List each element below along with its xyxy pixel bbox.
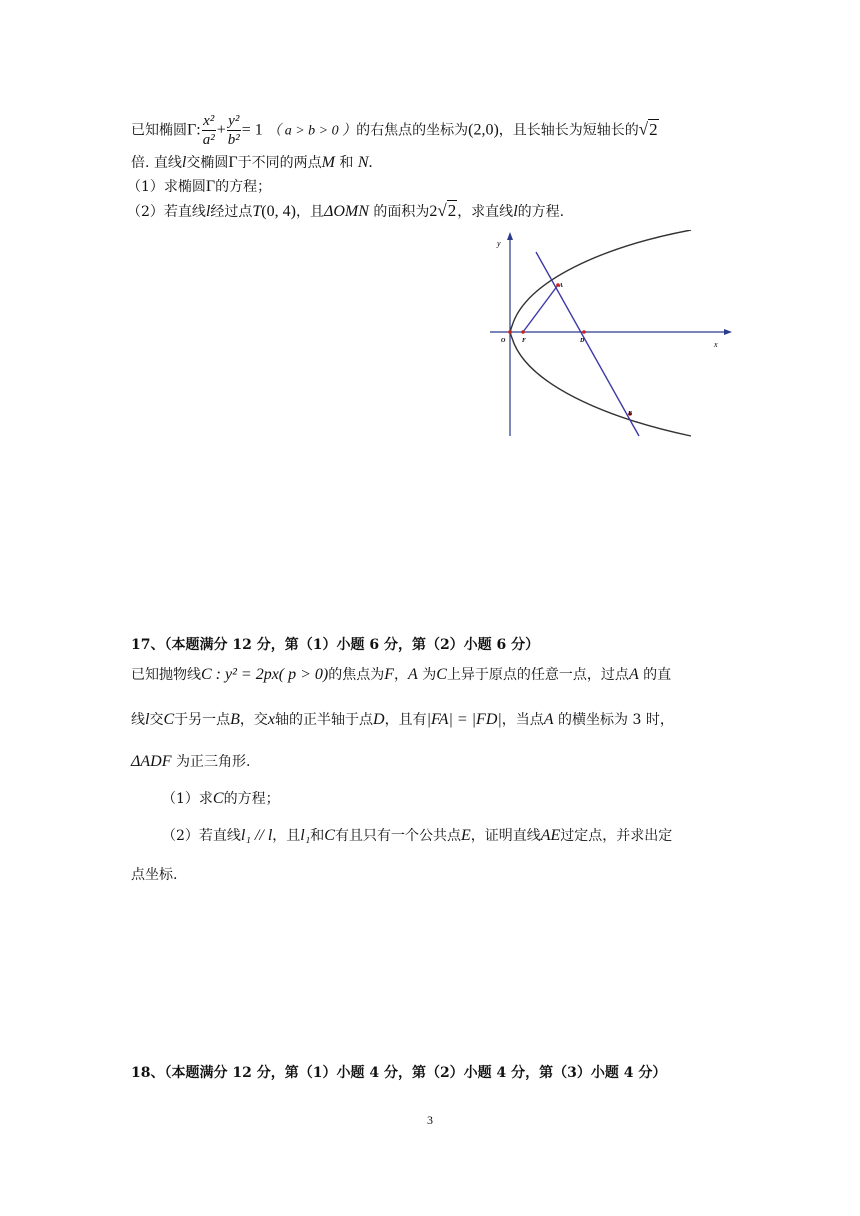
sqrt-sign: √ xyxy=(437,201,447,220)
var-F: F xyxy=(384,666,395,683)
text: 和 xyxy=(339,155,354,171)
text: 交 xyxy=(149,712,164,728)
text: 已知抛物线 xyxy=(131,667,201,683)
var-l: l xyxy=(181,154,187,171)
text: 的方程. xyxy=(517,204,565,220)
var-M: M xyxy=(321,154,335,171)
label-B: B xyxy=(628,411,633,417)
text: 过定点，并求出定 xyxy=(560,828,673,844)
text: ，当点 xyxy=(501,712,544,728)
var-A: A xyxy=(628,666,639,683)
label-x: x xyxy=(714,340,718,349)
distance-equation: |FA| = |FD| xyxy=(426,711,502,728)
p17-header: 17、（本题满分 12 分，第（1）小题 6 分，第（2）小题 6 分） xyxy=(131,637,540,653)
line-l xyxy=(536,252,639,436)
text: （1）求 xyxy=(162,791,213,807)
frac-num: x² xyxy=(203,113,215,129)
var-C: C xyxy=(212,790,224,807)
p17-q2-cont: 点坐标. xyxy=(131,867,178,883)
var-C: C xyxy=(163,711,175,728)
var-l: l xyxy=(205,203,211,220)
equals-one: = 1 xyxy=(241,121,263,139)
focus-point: (2,0) xyxy=(468,121,499,139)
label-A: A xyxy=(559,283,564,289)
var-E: E xyxy=(460,827,471,844)
text: 上异于原点的任意一点，过点 xyxy=(446,667,629,683)
p17-q1 xyxy=(162,789,280,809)
point-O xyxy=(508,330,512,334)
sqrt-radicand: 2 xyxy=(447,201,457,220)
p16-line1 xyxy=(131,112,659,149)
text: 的方程； xyxy=(215,179,272,195)
var-N: N xyxy=(357,154,369,171)
var-l: l xyxy=(145,711,150,728)
p18-header: 18、（本题满分 12 分，第（1）小题 4 分，第（2）小题 4 分，第（3）小题 4 分） xyxy=(131,1065,667,1081)
text: 的面积为 xyxy=(373,204,430,220)
text: ，且有 xyxy=(384,712,427,728)
text: ，且 xyxy=(272,828,301,844)
x-axis-arrow xyxy=(724,329,732,335)
text: ，且长轴长为短轴长的 xyxy=(498,122,639,139)
text: 线 xyxy=(131,712,145,728)
text: 和 xyxy=(310,828,325,844)
plus: + xyxy=(216,121,226,139)
p17-para1 xyxy=(131,665,671,685)
text: 经过点 xyxy=(210,204,253,220)
page-number: 3 xyxy=(427,1113,433,1127)
text: 的方程； xyxy=(223,791,280,807)
parabola-figure xyxy=(486,230,736,440)
var-l1: l₁ xyxy=(300,827,311,844)
text: ，证明直线 xyxy=(470,828,541,844)
var-B: B xyxy=(230,711,240,728)
text: （2）若直线 xyxy=(162,828,241,844)
text: 倍. 直线 xyxy=(131,155,182,171)
label-F: F xyxy=(522,338,527,344)
text: ，求直线 xyxy=(457,204,514,220)
sqrt-radicand: 2 xyxy=(649,119,658,139)
label-D: D xyxy=(580,338,585,344)
parabola-equation: C : y² = 2px( p > 0) xyxy=(201,666,329,683)
fraction-x xyxy=(202,112,216,149)
var-C: C xyxy=(324,827,335,844)
fraction-y xyxy=(227,112,241,149)
sqrt-sign: √ xyxy=(638,119,649,139)
var-A: A xyxy=(543,711,554,728)
gamma-symbol: Γ xyxy=(205,178,216,195)
label-O: O xyxy=(501,338,506,344)
text: ， xyxy=(394,667,409,683)
segment-FA xyxy=(523,285,558,332)
text: 为正三角形. xyxy=(175,754,251,770)
triangle-ADF: ΔADF xyxy=(131,753,172,770)
point-T: (0, 4) xyxy=(261,203,296,220)
var-D: D xyxy=(373,711,385,728)
text: 于另一点 xyxy=(174,712,231,728)
parallel-lines: l₁ // l xyxy=(240,827,273,844)
condition: （ a > b > 0 ） xyxy=(267,123,357,139)
triangle-OMN: ΔOMN xyxy=(323,203,369,220)
p16-line2 xyxy=(131,153,373,173)
p16-line3 xyxy=(127,177,271,197)
text: （1）求椭圆 xyxy=(127,179,206,195)
text: 于不同的两点 xyxy=(237,155,322,171)
p17-para2 xyxy=(131,710,674,730)
text: 交椭圆 xyxy=(186,155,229,171)
var-l: l xyxy=(513,203,518,220)
text: 的焦点为 xyxy=(328,667,385,683)
text: （2）若直线 xyxy=(127,204,206,220)
point-F xyxy=(521,330,525,334)
frac-num: y² xyxy=(228,113,240,129)
gamma-symbol: Γ xyxy=(228,154,238,171)
coefficient: 2 xyxy=(429,203,438,220)
point-D xyxy=(582,330,586,334)
period: . xyxy=(368,154,373,171)
var-T: T xyxy=(252,203,262,220)
text: 轴的正半轴于点 xyxy=(275,712,374,728)
text: 为 xyxy=(422,667,437,683)
p17-para3 xyxy=(131,752,250,772)
p16-line4 xyxy=(127,201,564,222)
var-A: A xyxy=(408,666,418,683)
text: 已知椭圆 xyxy=(131,122,187,139)
sqrt-2 xyxy=(437,200,457,220)
text: 的横坐标为 3 时， xyxy=(558,712,674,728)
frac-den: b² xyxy=(227,132,240,148)
var-AE: AE xyxy=(540,827,561,844)
text: ，且 xyxy=(295,204,324,220)
text: 有且只有一个公共点 xyxy=(334,828,461,844)
text: ，交 xyxy=(239,712,268,728)
parabola-curve xyxy=(511,230,692,436)
text: 的右焦点的坐标为 xyxy=(356,122,469,139)
gamma-symbol: Γ: xyxy=(187,121,201,139)
p17-q2 xyxy=(162,826,672,846)
var-x: x xyxy=(267,711,276,728)
sqrt-2 xyxy=(639,119,659,139)
text: 的直 xyxy=(643,667,672,683)
var-C: C xyxy=(436,666,447,683)
frac-den: a² xyxy=(202,132,215,148)
y-axis-arrow xyxy=(507,232,513,240)
label-y: y xyxy=(497,239,501,248)
